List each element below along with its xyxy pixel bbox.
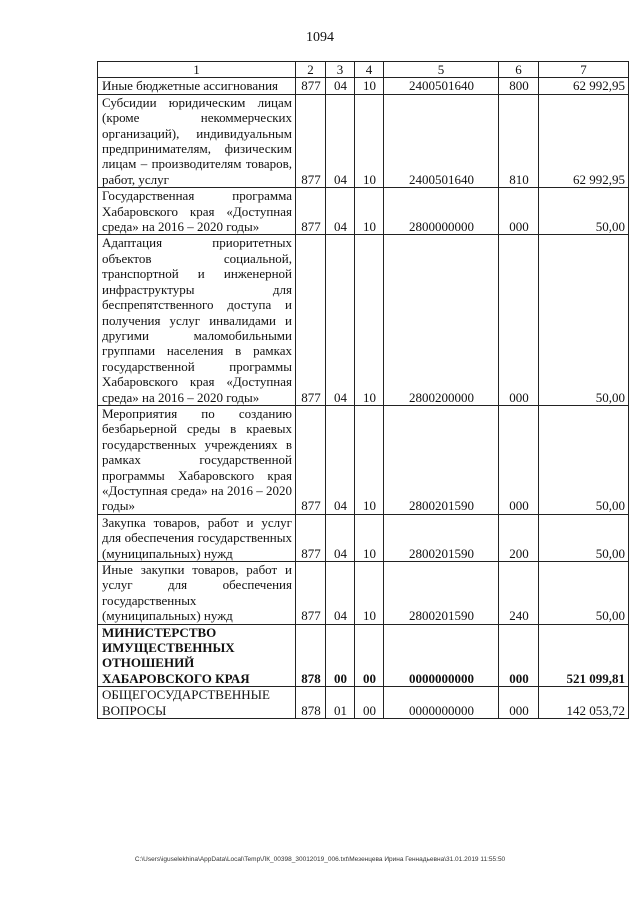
code-cell-6: 810 (499, 94, 539, 187)
row-name-cell: Государственная программа Хабаровского края «Доступная среда» на 2016 – 2020 годы» (98, 188, 296, 235)
header-cell: 6 (499, 62, 539, 78)
amount-cell: 50,00 (539, 235, 629, 405)
table-row (98, 624, 629, 687)
code-cell-3: 04 (326, 514, 355, 561)
table-row (98, 562, 629, 625)
amount-cell: 62 992,95 (539, 94, 629, 187)
code-cell-5: 0000000000 (384, 624, 499, 687)
code-cell-3: 04 (326, 562, 355, 625)
code-cell-4: 10 (355, 235, 384, 405)
code-cell-3: 04 (326, 94, 355, 187)
code-cell-4: 10 (355, 94, 384, 187)
code-cell-3: 04 (326, 235, 355, 405)
code-cell-6: 000 (499, 235, 539, 405)
row-name-cell: Иные бюджетные ассигнования (98, 78, 296, 94)
table-row (98, 687, 629, 719)
code-cell-6: 000 (499, 687, 539, 719)
code-cell-2: 877 (296, 235, 326, 405)
code-cell-2: 878 (296, 624, 326, 687)
amount-cell: 50,00 (539, 188, 629, 235)
header-cell: 2 (296, 62, 326, 78)
code-cell-4: 10 (355, 405, 384, 514)
header-cell: 4 (355, 62, 384, 78)
table-row (98, 235, 629, 405)
code-cell-4: 00 (355, 687, 384, 719)
code-cell-6: 200 (499, 514, 539, 561)
row-name-cell: ОБЩЕГОСУДАРСТВЕННЫЕ ВОПРОСЫ (98, 687, 296, 719)
code-cell-2: 878 (296, 687, 326, 719)
amount-cell: 50,00 (539, 562, 629, 625)
code-cell-2: 877 (296, 188, 326, 235)
amount-cell: 50,00 (539, 405, 629, 514)
header-cell: 5 (384, 62, 499, 78)
code-cell-4: 10 (355, 514, 384, 561)
file-path-footer: C:\Users\iguselekhina\AppData\Local\Temp\ЛК_00398_30012019_006.txt\Мезенцева Ирина Геннадьевна\31.01.2019 11:55:50 (134, 856, 506, 863)
code-cell-5: 2400501640 (384, 94, 499, 187)
header-cell: 1 (98, 62, 296, 78)
code-cell-3: 01 (326, 687, 355, 719)
code-cell-6: 000 (499, 405, 539, 514)
code-cell-5: 2800201590 (384, 562, 499, 625)
code-cell-6: 800 (499, 78, 539, 94)
row-name-cell: Адаптация приоритетных объектов социальной, транспортной и инженерной инфраструктуры для беспрепятственного доступа и получения услуг инвалидами и другими маломобильными группами населения в рамках государственной программы Хабаровского края «Доступная среда» на 2016 – 2020 годы» (98, 235, 296, 405)
row-name-cell: Иные закупки товаров, работ и услуг для обеспечения государственных (муниципальных) нужд (98, 562, 296, 625)
header-cell: 7 (539, 62, 629, 78)
code-cell-3: 04 (326, 405, 355, 514)
code-cell-6: 240 (499, 562, 539, 625)
table-row (98, 514, 629, 561)
amount-cell: 521 099,81 (539, 624, 629, 687)
budget-table (97, 61, 629, 719)
code-cell-2: 877 (296, 514, 326, 561)
code-cell-2: 877 (296, 562, 326, 625)
row-name-cell: Субсидии юридическим лицам (кроме некоммерческих организаций), индивидуальным предпринимателям, физическим лицам – производителям товаров, работ, услуг (98, 94, 296, 187)
code-cell-6: 000 (499, 624, 539, 687)
code-cell-3: 04 (326, 188, 355, 235)
table-header-row (98, 62, 629, 78)
code-cell-5: 2800201590 (384, 514, 499, 561)
table-row (98, 78, 629, 94)
code-cell-2: 877 (296, 78, 326, 94)
amount-cell: 50,00 (539, 514, 629, 561)
code-cell-5: 2800201590 (384, 405, 499, 514)
code-cell-6: 000 (499, 188, 539, 235)
code-cell-2: 877 (296, 94, 326, 187)
code-cell-4: 10 (355, 562, 384, 625)
code-cell-5: 2400501640 (384, 78, 499, 94)
code-cell-2: 877 (296, 405, 326, 514)
code-cell-4: 10 (355, 78, 384, 94)
row-name-cell: Закупка товаров, работ и услуг для обеспечения государственных (муниципальных) нужд (98, 514, 296, 561)
table-row (98, 405, 629, 514)
header-cell: 3 (326, 62, 355, 78)
code-cell-4: 10 (355, 188, 384, 235)
code-cell-5: 2800000000 (384, 188, 499, 235)
code-cell-3: 04 (326, 78, 355, 94)
amount-cell: 142 053,72 (539, 687, 629, 719)
row-name-cell: Мероприятия по созданию безбарьерной среды в краевых государственных учреждениях в рамках государственной программы Хабаровского края «Доступная среда» на 2016 – 2020 годы» (98, 405, 296, 514)
row-name-cell: МИНИСТЕРСТВО ИМУЩЕСТВЕННЫХ ОТНОШЕНИЙ ХАБАРОВСКОГО КРАЯ (98, 624, 296, 687)
page-number: 1094 (306, 30, 334, 45)
code-cell-5: 0000000000 (384, 687, 499, 719)
code-cell-3: 00 (326, 624, 355, 687)
table-row (98, 94, 629, 187)
code-cell-4: 00 (355, 624, 384, 687)
code-cell-5: 2800200000 (384, 235, 499, 405)
amount-cell: 62 992,95 (539, 78, 629, 94)
table-row (98, 188, 629, 235)
